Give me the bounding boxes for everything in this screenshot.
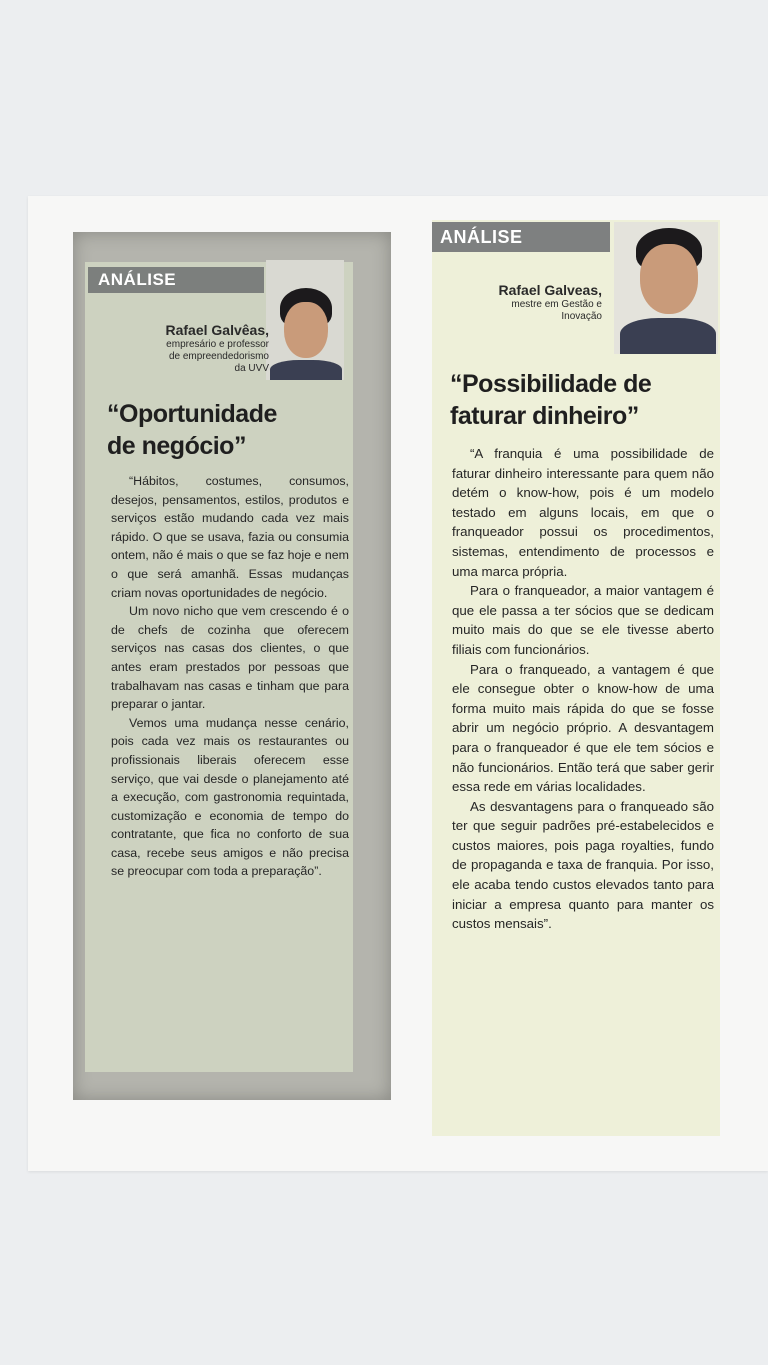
author-role-line: Inovação xyxy=(561,311,602,322)
article-body xyxy=(111,472,349,881)
face-shape xyxy=(284,302,328,358)
article-body xyxy=(452,444,714,934)
face-shape xyxy=(640,244,698,314)
headline-line: faturar dinheiro” xyxy=(450,402,639,430)
author-role-line: da UVV xyxy=(234,363,269,374)
shirt-shape xyxy=(270,360,342,380)
author-name: Rafael Galvêas, xyxy=(165,322,269,338)
author-role-line: mestre em Gestão e xyxy=(511,299,602,310)
author-name: Rafael Galveas, xyxy=(498,282,602,298)
article-paragraph: Para o franqueador, a maior vantagem é que ele passa a ter sócios que se dedicam muito mais do que se ele tivesse aberto filiais com funcionários. xyxy=(452,583,714,657)
article-paragraph: “A franquia é uma possibilidade de faturar dinheiro interessante para quem não detém o know-how, pois é um modelo testado em alguns locais, em que o franqueador possui os procedimentos, sistemas, entendimento de processos e uma marca própria. xyxy=(452,446,714,579)
newspaper-clipping-left xyxy=(73,232,391,1100)
article-paragraph: Um novo nicho que vem crescendo é o de chefs de cozinha que oferecem serviços nas casas dos clientes, o que antes eram prestados por pessoas que trabalhavam nas casas e tinham que para preparar o jantar. xyxy=(111,604,349,712)
headline-line: “Possibilidade de xyxy=(450,370,652,398)
article-headline xyxy=(450,368,712,432)
article-paragraph: Vemos uma mudança nesse cenário, pois cada vez mais os restaurantes ou profissionais liberais oferecem esse serviço, que vai desde o planejamento até a execução, com gastronomia requintada, customização e economia de tempo do contratante, que fica no conforto de sua casa, recebe seus amigos e não precisa se preocupar com toda a preparação”. xyxy=(111,715,349,879)
author-photo xyxy=(614,222,718,354)
article-paragraph: “Hábitos, costumes, consumos, desejos, pensamentos, estilos, produtos e serviços estão mudando cada vez mais rápido. O que se usava, fazia ou consumia ontem, não é mais o que se faz hoje e nem o que será amanhã. Essas mudanças criam novas oportunidades de negócio. xyxy=(111,474,349,600)
article-headline xyxy=(107,398,347,462)
author-byline xyxy=(432,282,602,323)
newspaper-clipping-right xyxy=(432,220,720,1136)
article-paragraph: As desvantagens para o franqueado são ter que seguir padrões pré-estabelecidos e custos maiores, pois paga royalties, fundo de propaganda e taxa de franquia. Por isso, ele acaba tendo custos elevados tanto para iniciar a empresa quanto para manter os custos mensais”. xyxy=(452,798,714,932)
article-paragraph: Para o franqueado, a vantagem é que ele consegue obter o know-how de uma forma muito mais rápida do que se fosse abrir um negócio próprio. A desvantagem para o franqueador é que ele tem sócios e não funcionários. Então terá que saber gerir essa rede em várias localidades. xyxy=(452,661,714,795)
author-role-line: de empreendedorismo xyxy=(168,351,269,362)
author-role-line: empresário e professor xyxy=(166,339,269,350)
author-byline xyxy=(99,322,269,375)
shirt-shape xyxy=(620,318,716,354)
section-tag: ANÁLISE xyxy=(88,267,264,293)
headline-line: de negócio” xyxy=(107,432,246,460)
headline-line: “Oportunidade xyxy=(107,400,277,428)
author-photo xyxy=(266,260,344,380)
section-tag: ANÁLISE xyxy=(432,222,610,252)
